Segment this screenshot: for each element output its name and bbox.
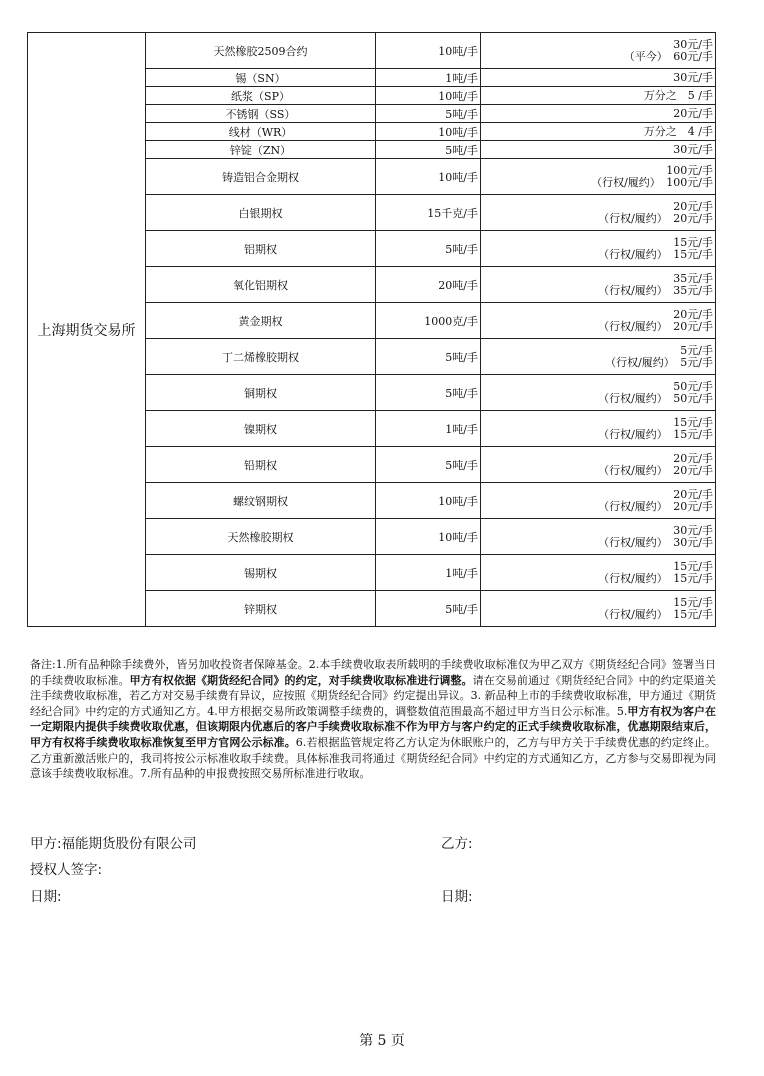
fee-secondary: （行权/履约） 5元/手 [605, 355, 713, 369]
fee-primary: 30元/手 [673, 142, 713, 156]
fee-secondary: （行权/履约） 15元/手 [598, 247, 713, 261]
remarks-text-1: 备注:1.所有品种除手续费外，皆另加收投资者保障基金。2.本手续费收取表所载明的手续费收取标准仅为甲乙双方《期货经纪合同》签署当日的手续费收取标准。 [30, 658, 716, 687]
fee-primary: 15元/手 [673, 235, 713, 249]
fee-cell [481, 195, 716, 231]
party-a-label: 甲方:福能期货股份有限公司 [30, 836, 197, 852]
fee-cell [481, 231, 716, 267]
fee-primary: 5元/手 [680, 343, 713, 357]
fee-cell [481, 159, 716, 195]
authorized-signature-label: 授权人签字: [30, 862, 103, 878]
product-name: 锌期权 [146, 591, 376, 627]
product-name: 铝期权 [146, 231, 376, 267]
fee-cell [481, 69, 716, 87]
product-name: 铜期权 [146, 375, 376, 411]
fee-secondary: （行权/履约） 100元/手 [591, 175, 713, 189]
trading-unit: 10吨/手 [376, 33, 481, 69]
trading-unit: 10吨/手 [376, 159, 481, 195]
fee-secondary: （行权/履约） 15元/手 [598, 607, 713, 621]
product-name: 不锈钢（SS） [146, 105, 376, 123]
party-a-date-label: 日期: [30, 889, 62, 905]
trading-unit: 1吨/手 [376, 411, 481, 447]
table-row [28, 33, 716, 69]
fee-cell [481, 303, 716, 339]
fee-cell [481, 33, 716, 69]
remarks-bold-2: 甲方有权为客户在一定期限内提供手续费收取优惠，但该期限内优惠后的客户手续费收取标准不作为甲方与客户约定的正式手续费收取标准，优惠期限结束后，甲方有权将手续费收取标准恢复至甲方官网公示标准。 [30, 704, 716, 749]
trading-unit: 5吨/手 [376, 231, 481, 267]
fee-cell [481, 555, 716, 591]
product-name: 纸浆（SP） [146, 87, 376, 105]
trading-unit: 10吨/手 [376, 519, 481, 555]
trading-unit: 10吨/手 [376, 483, 481, 519]
fee-secondary: （行权/履约） 20元/手 [598, 319, 713, 333]
trading-unit: 1000克/手 [376, 303, 481, 339]
remarks-bold-1: 甲方有权依据《期货经纪合同》的约定，对手续费收取标准进行调整。 [129, 673, 473, 687]
fee-cell [481, 87, 716, 105]
fee-primary: 30元/手 [673, 523, 713, 537]
fee-primary: 20元/手 [673, 106, 713, 120]
fee-cell [481, 339, 716, 375]
trading-unit: 5吨/手 [376, 447, 481, 483]
product-name: 镍期权 [146, 411, 376, 447]
fee-primary: 15元/手 [673, 595, 713, 609]
product-name: 铸造铝合金期权 [146, 159, 376, 195]
fee-primary: 30元/手 [673, 37, 713, 51]
fee-primary: 万分之 5 /手 [643, 88, 713, 102]
fee-primary: 万分之 4 /手 [643, 124, 713, 138]
product-name: 天然橡胶2509合约 [146, 33, 376, 69]
fee-table [27, 32, 716, 627]
fee-table-body [28, 33, 716, 627]
fee-secondary: （行权/履约） 50元/手 [598, 391, 713, 405]
fee-cell [481, 141, 716, 159]
product-name: 锌锭（ZN） [146, 141, 376, 159]
remarks-paragraph [30, 657, 716, 782]
trading-unit: 5吨/手 [376, 339, 481, 375]
fee-secondary: （平今） 60元/手 [623, 49, 713, 63]
fee-cell [481, 447, 716, 483]
fee-cell [481, 411, 716, 447]
remarks-text-3: 6.若根据监管规定将乙方认定为休眠账户的，乙方与甲方关于手续费优惠的约定终止。乙方重新激活账户的，我司将按公示标准收取手续费。具体标准我司将通过《期货经纪合同》中约定的方式通知乙方，乙方参与交易即视为同意该手续费收取标准。7.所有品种的申报费按照交易所标准进行收取。 [30, 735, 717, 781]
product-name: 氧化铝期权 [146, 267, 376, 303]
product-name: 锡期权 [146, 555, 376, 591]
trading-unit: 1吨/手 [376, 69, 481, 87]
exchange-name: 上海期货交易所 [28, 33, 146, 627]
product-name: 白银期权 [146, 195, 376, 231]
fee-primary: 20元/手 [673, 487, 713, 501]
fee-primary: 15元/手 [673, 559, 713, 573]
product-name: 丁二烯橡胶期权 [146, 339, 376, 375]
party-b-date-label: 日期: [441, 889, 473, 905]
page-number: 第 5 页 [359, 1033, 405, 1049]
trading-unit: 10吨/手 [376, 123, 481, 141]
fee-cell [481, 591, 716, 627]
fee-primary: 100元/手 [666, 163, 713, 177]
fee-cell [481, 483, 716, 519]
trading-unit: 5吨/手 [376, 591, 481, 627]
product-name: 铅期权 [146, 447, 376, 483]
party-b-label: 乙方: [441, 836, 473, 852]
product-name: 黄金期权 [146, 303, 376, 339]
trading-unit: 5吨/手 [376, 105, 481, 123]
trading-unit: 5吨/手 [376, 375, 481, 411]
product-name: 线材（WR） [146, 123, 376, 141]
fee-secondary: （行权/履约） 20元/手 [598, 463, 713, 477]
remarks-text-2: 请在交易前通过《期货经纪合同》中的约定渠道关注手续费收取标准，若乙方对交易手续费有异议，应按照《期货经纪合同》约定提出异议。3. 新品种上市的手续费收取标准，甲方通过《期货经纪合同》中约定的方式通知乙方。4.甲方根据交易所政策调整手续费的，调整数值范围最高不超过甲方当日公示标准。5. [30, 673, 717, 718]
fee-primary: 20元/手 [673, 199, 713, 213]
fee-secondary: （行权/履约） 30元/手 [598, 535, 713, 549]
fee-secondary: （行权/履约） 20元/手 [598, 211, 713, 225]
fee-secondary: （行权/履约） 15元/手 [598, 571, 713, 585]
trading-unit: 1吨/手 [376, 555, 481, 591]
fee-primary: 35元/手 [673, 271, 713, 285]
fee-primary: 50元/手 [673, 379, 713, 393]
trading-unit: 5吨/手 [376, 141, 481, 159]
fee-cell [481, 519, 716, 555]
product-name: 螺纹钢期权 [146, 483, 376, 519]
trading-unit: 10吨/手 [376, 87, 481, 105]
fee-primary: 30元/手 [673, 70, 713, 84]
product-name: 天然橡胶期权 [146, 519, 376, 555]
fee-secondary: （行权/履约） 15元/手 [598, 427, 713, 441]
trading-unit: 15千克/手 [376, 195, 481, 231]
fee-cell [481, 375, 716, 411]
fee-cell [481, 267, 716, 303]
fee-secondary: （行权/履约） 35元/手 [598, 283, 713, 297]
product-name: 锡（SN） [146, 69, 376, 87]
fee-primary: 20元/手 [673, 451, 713, 465]
fee-primary: 15元/手 [673, 415, 713, 429]
fee-cell [481, 123, 716, 141]
fee-secondary: （行权/履约） 20元/手 [598, 499, 713, 513]
trading-unit: 20吨/手 [376, 267, 481, 303]
fee-cell [481, 105, 716, 123]
fee-primary: 20元/手 [673, 307, 713, 321]
